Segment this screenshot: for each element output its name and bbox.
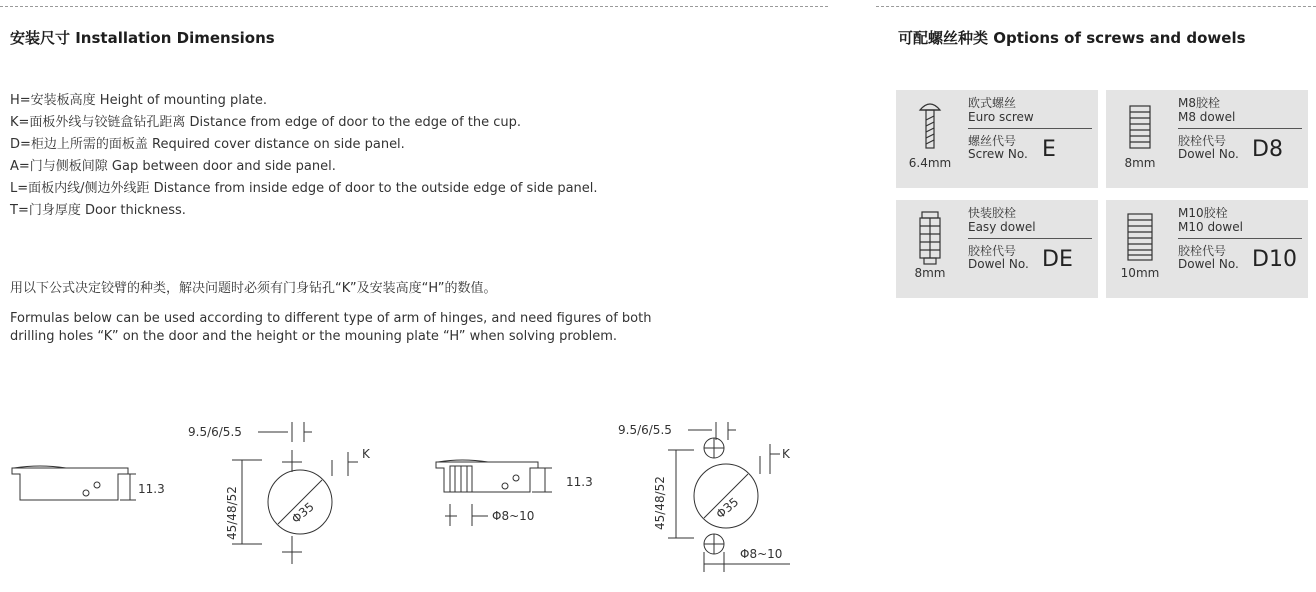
m8-dowel-name-en: M8 dowel	[1178, 110, 1236, 124]
euro-screw-card	[896, 90, 1098, 188]
top-divider-left	[0, 6, 828, 7]
installation-drawings	[0, 400, 830, 580]
dowel-code-d8: D8	[1252, 137, 1283, 162]
screw-no-cn: 螺丝代号	[968, 134, 1017, 148]
m10-dowel-name-cn: M10胶栓	[1178, 206, 1228, 220]
dowel-no-cn: 胶栓代号	[968, 244, 1017, 258]
top-divider-right	[876, 6, 1316, 7]
dowel-no-cn: 胶栓代号	[1178, 134, 1227, 148]
note-chinese: 用以下公式决定铰臂的种类，解决问题时必须有门身钻孔“K”及安装高度“H”的数值。	[10, 281, 497, 296]
dowel-plate-height-label: 11.3	[566, 475, 593, 489]
m8-dowel-card	[1106, 90, 1308, 188]
dowel-no-en: Dowel No.	[1178, 147, 1239, 161]
cup-dowel-front-drawing	[618, 422, 791, 572]
divider	[968, 238, 1092, 239]
note-english-line-1: Formulas below can be used according to different type of arm of hinges, and need figures of both	[10, 311, 652, 326]
m10-dowel-size: 10mm	[1120, 266, 1160, 280]
easy-dowel-name-en: Easy dowel	[968, 220, 1036, 234]
screw-code: E	[1042, 137, 1056, 162]
plate-side-drawing	[12, 466, 165, 500]
divider	[1178, 238, 1302, 239]
plate-dowel-drawing	[436, 460, 593, 526]
cup-front-drawing	[188, 422, 371, 564]
dowel-diameter-label: Φ8~10	[492, 509, 535, 523]
euro-screw-name-cn: 欧式螺丝	[968, 96, 1017, 110]
dowel-no-en: Dowel No.	[968, 257, 1029, 271]
definitions-list	[10, 90, 598, 222]
m10-dowel-card	[1106, 200, 1308, 298]
cup-dowel-spacing-label: 45/48/52	[653, 476, 667, 530]
note-english-line-2: drilling holes “K” on the door and the height or the mouning plate “H” when solving problem.	[10, 329, 618, 344]
k-dowel-label: K	[782, 447, 790, 461]
cup-dowel-offset-label: 9.5/6/5.5	[618, 423, 672, 437]
m8-dowel-name-cn: M8胶栓	[1178, 96, 1220, 110]
definition-a: A=门与侧板间隙 Gap between door and side panel.	[10, 159, 336, 174]
divider	[968, 128, 1092, 129]
installation-dimensions-title: 安装尺寸 Installation Dimensions	[10, 29, 275, 47]
dowel-code-d10: D10	[1252, 247, 1297, 272]
easy-dowel-size: 8mm	[914, 266, 946, 280]
easy-dowel-card	[896, 200, 1098, 298]
cup-spacing-label: 45/48/52	[225, 486, 239, 540]
dowel-code-de: DE	[1042, 247, 1073, 272]
cup-offset-label: 9.5/6/5.5	[188, 425, 242, 439]
definition-d: D=柜边上所需的面板盖 Required cover distance on side panel.	[10, 137, 405, 152]
divider	[1178, 128, 1302, 129]
plate-height-label: 11.3	[138, 482, 165, 496]
definition-k: K=面板外线与铰链盒钻孔距离 Distance from edge of door to the edge of the cup.	[10, 115, 522, 130]
euro-screw-size: 6.4mm	[908, 156, 952, 170]
cup-dowel-size-label: Φ8~10	[740, 547, 783, 561]
m10-dowel-name-en: M10 dowel	[1178, 220, 1243, 234]
screws-dowels-title: 可配螺丝种类 Options of screws and dowels	[898, 29, 1246, 47]
definition-l: L=面板内线/侧边外线距 Distance from inside edge of door to the outside edge of side panel.	[10, 181, 598, 196]
screw-no-en: Screw No.	[968, 147, 1028, 161]
euro-screw-name-en: Euro screw	[968, 110, 1034, 124]
k-label: K	[362, 447, 370, 461]
dowel-no-cn: 胶栓代号	[1178, 244, 1227, 258]
easy-dowel-name-cn: 快装胶栓	[968, 206, 1017, 220]
note-english	[10, 310, 651, 346]
m8-dowel-size: 8mm	[1124, 156, 1156, 170]
cup-diameter-label: Φ35	[288, 499, 317, 527]
cup-dowel-diameter-label: Φ35	[713, 494, 742, 522]
dowel-no-en: Dowel No.	[1178, 257, 1239, 271]
definition-t: T=门身厚度 Door thickness.	[10, 203, 186, 218]
definition-h: H=安装板高度 Height of mounting plate.	[10, 93, 268, 108]
